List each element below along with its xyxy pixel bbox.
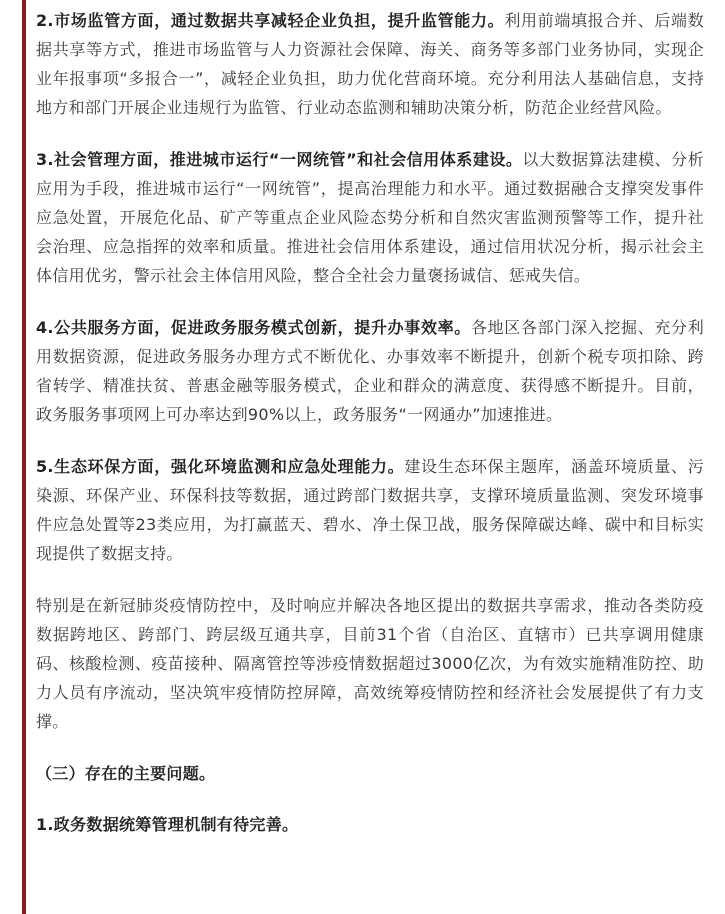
section-lead: 3.社会管理方面，推进城市运行“一网统管”和社会信用体系建设。 bbox=[36, 150, 523, 169]
section-body: 以大数据算法建模、分析应用为手段，推进城市运行“一网统管”，提高治理能力和水平。通过数据融合支撑突发事件应急处置，开展危化品、矿产等重点企业风险态势分析和自然灾害监测预警等工作，提升社会治理、应急指挥的效率和质量。推进社会信用体系建设，通过信用状况分析，揭示社会主体信用优劣，警示社会主体信用风险，整合全社会力量褒扬诚信、惩戒失信。 bbox=[36, 150, 704, 285]
section-heading: （三）存在的主要问题。 bbox=[36, 764, 216, 783]
sub-heading: 1.政务数据统筹管理机制有待完善。 bbox=[36, 815, 299, 834]
section-lead: 5.生态环保方面，强化环境监测和应急处理能力。 bbox=[36, 457, 405, 476]
section-body: 各地区各部门深入挖掘、充分利用数据资源，促进政务服务办理方式不断优化、办事效率不断提升，创新个税专项扣除、跨省转学、精准扶贫、普惠金融等服务模式，企业和群众的满意度、获得感不断提升。目前，政务服务事项网上可办率达到90%以上，政务服务“一网通办”加速推进。 bbox=[36, 318, 704, 424]
section-lead: 2.市场监管方面，通过数据共享减轻企业负担，提升监管能力。 bbox=[36, 11, 505, 30]
special-paragraph: 特别是在新冠肺炎疫情防控中，及时响应并解决各地区提出的数据共享需求，推动各类防疫数据跨地区、跨部门、跨层级互通共享，目前31个省（自治区、直辖市）已共享调用健康码、核酸检测、疫苗接种、隔离管控等涉疫情数据超过3000亿次，为有效实施精准防控、助力人员有序流动，坚决筑牢疫情防控屏障，高效统筹疫情防控和经济社会发展提供了有力支撑。 bbox=[36, 596, 704, 731]
section-body: 利用前端填报合并、后端数据共享等方式，推进市场监管与人力资源社会保障、海关、商务等多部门业务协同，实现企业年报事项“多报合一”，减轻企业负担，助力优化营商环境。充分利用法人基础信息，支持地方和部门开展企业违规行为监管、行业动态监测和辅助决策分析，防范企业经营风险。 bbox=[36, 11, 704, 117]
section-market-supervision bbox=[36, 6, 704, 122]
section-public-service bbox=[36, 313, 704, 429]
left-accent-bar bbox=[22, 0, 26, 914]
section-ecological-protection bbox=[36, 452, 704, 568]
section-body: 建设生态环保主题库，涵盖环境质量、污染源、环保产业、环保科技等数据，通过跨部门数据共享，支撑环境质量监测、突发环境事件应急处置等23类应用，为打赢蓝天、碧水、净土保卫战，服务保障碳达峰、碳中和目标实现提供了数据支持。 bbox=[36, 457, 704, 563]
section-social-management bbox=[36, 145, 704, 290]
article-content bbox=[36, 6, 704, 861]
section-lead: 4.公共服务方面，促进政务服务模式创新，提升办事效率。 bbox=[36, 318, 471, 337]
